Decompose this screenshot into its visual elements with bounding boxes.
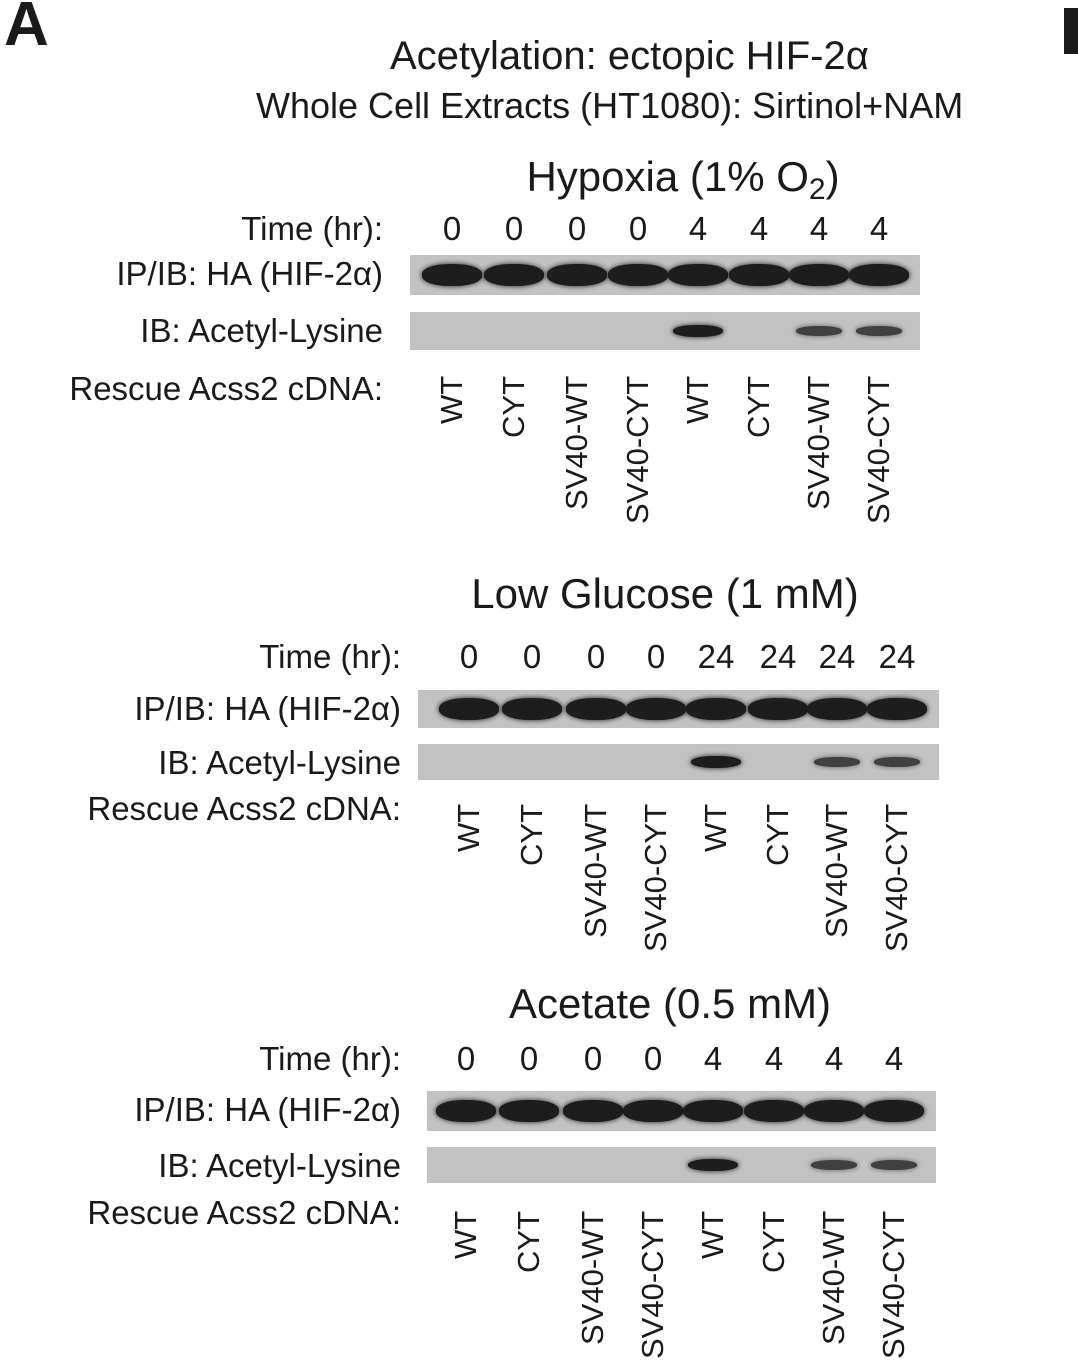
ha-band	[484, 264, 544, 286]
lane-label: CYT	[760, 804, 795, 866]
ha-hif2a-blot	[410, 255, 920, 295]
condition-title	[526, 153, 840, 206]
acetyl-lysine-blot	[418, 744, 939, 780]
acetyl-lysine-blot	[427, 1147, 936, 1183]
lane-label: SV40-CYT	[638, 804, 673, 953]
condition-title	[471, 570, 859, 622]
acetyl-band	[871, 1160, 917, 1170]
lane-label: SV40-WT	[819, 804, 854, 939]
lane-label: SV40-CYT	[635, 1211, 670, 1360]
time-value: 4	[824, 1040, 844, 1077]
lane-label: SV40-WT	[559, 376, 594, 511]
ha-band	[686, 698, 746, 720]
acetyl-band	[796, 326, 842, 336]
acetyl-band	[688, 1159, 738, 1171]
acetyl-band	[691, 756, 741, 768]
ha-band	[744, 1100, 804, 1122]
time-value: 0	[628, 210, 648, 247]
time-value: 0	[459, 638, 479, 675]
lane-label: CYT	[756, 1211, 791, 1273]
time-value: 0	[643, 1040, 663, 1077]
lane-label: WT	[695, 1211, 730, 1260]
lane-label: SV40-WT	[801, 376, 836, 511]
time-value: 4	[749, 210, 769, 247]
condition-title	[508, 980, 832, 1032]
figure-title: Acetylation: ectopic HIF-2α	[390, 34, 869, 78]
time-value: 24	[878, 638, 916, 675]
ha-band	[804, 1100, 864, 1122]
ha-band	[608, 264, 668, 286]
ha-band	[867, 698, 927, 720]
time-value: 0	[456, 1040, 476, 1077]
ha-band	[849, 264, 909, 286]
time-value: 4	[809, 210, 829, 247]
time-value: 4	[869, 210, 889, 247]
time-value: 4	[703, 1040, 723, 1077]
time-row-label: Time (hr):	[259, 1040, 401, 1077]
acetyl-blot-label: IB: Acetyl-Lysine	[140, 312, 383, 349]
lane-label: WT	[451, 804, 486, 853]
ha-band	[436, 1100, 496, 1122]
lane-label: WT	[680, 376, 715, 425]
ha-blot-label: IP/IB: HA (HIF-2α)	[134, 1091, 401, 1128]
time-row-label: Time (hr):	[259, 638, 401, 675]
rescue-row-label: Rescue Acss2 cDNA:	[87, 790, 401, 827]
lane-label: SV40-WT	[816, 1211, 851, 1346]
condition-title-text: Acetate (0.5 mM)	[508, 980, 832, 1027]
lane-label: SV40-WT	[578, 804, 613, 939]
ha-hif2a-blot	[418, 690, 939, 728]
acetyl-band	[673, 325, 723, 337]
time-row-label: Time (hr):	[241, 210, 383, 247]
acetyl-band	[811, 1160, 857, 1170]
lane-label: SV40-WT	[575, 1211, 610, 1346]
time-value: 4	[884, 1040, 904, 1077]
lane-label: CYT	[741, 376, 776, 438]
acetyl-blot-label: IB: Acetyl-Lysine	[158, 1147, 401, 1184]
ha-band	[623, 1100, 683, 1122]
ha-blot-label: IP/IB: HA (HIF-2α)	[116, 255, 383, 292]
lane-label: CYT	[514, 804, 549, 866]
ha-band	[729, 264, 789, 286]
ha-band	[547, 264, 607, 286]
acetyl-blot-label: IB: Acetyl-Lysine	[158, 744, 401, 781]
time-value: 24	[697, 638, 735, 675]
rescue-row-label: Rescue Acss2 cDNA:	[87, 1194, 401, 1231]
lane-label: CYT	[496, 376, 531, 438]
ha-band	[807, 698, 867, 720]
ha-band	[563, 1100, 623, 1122]
ha-band	[439, 698, 499, 720]
condition-title-text: Low Glucose (1 mM)	[471, 570, 859, 617]
lane-label: SV40-CYT	[876, 1211, 911, 1360]
ha-band	[748, 698, 808, 720]
time-value: 24	[818, 638, 856, 675]
ha-hif2a-blot	[427, 1091, 936, 1131]
acetyl-band	[856, 326, 902, 336]
time-value: 0	[646, 638, 666, 675]
time-value: 0	[583, 1040, 603, 1077]
lane-label: WT	[434, 376, 469, 425]
ha-band	[864, 1100, 924, 1122]
time-value: 0	[504, 210, 524, 247]
acetyl-band	[874, 757, 920, 767]
time-value: 0	[519, 1040, 539, 1077]
figure-subtitle: Whole Cell Extracts (HT1080): Sirtinol+NAM	[256, 85, 964, 126]
ha-band	[422, 264, 482, 286]
ha-band	[502, 698, 562, 720]
acetyl-band	[814, 757, 860, 767]
lane-label: CYT	[511, 1211, 546, 1273]
ha-blot-label: IP/IB: HA (HIF-2α)	[134, 690, 401, 727]
lane-label: WT	[448, 1211, 483, 1260]
time-value: 0	[442, 210, 462, 247]
time-value: 4	[764, 1040, 784, 1077]
lane-label: SV40-CYT	[620, 376, 655, 525]
acetyl-lysine-blot	[410, 312, 920, 350]
ha-band	[566, 698, 626, 720]
lane-label: SV40-CYT	[861, 376, 896, 525]
lane-label: SV40-CYT	[879, 804, 914, 953]
rescue-row-label: Rescue Acss2 cDNA:	[69, 370, 383, 407]
ha-band	[789, 264, 849, 286]
time-value: 0	[567, 210, 587, 247]
time-value: 4	[688, 210, 708, 247]
ha-band	[499, 1100, 559, 1122]
adjacent-panel-edge	[1064, 8, 1078, 54]
ha-band	[626, 698, 686, 720]
condition-title-end: )	[825, 153, 840, 200]
panel-letter: A	[4, 0, 49, 59]
ha-band	[668, 264, 728, 286]
time-value: 0	[586, 638, 606, 675]
condition-title-subscript: 2	[808, 173, 826, 206]
condition-title-text: Hypoxia (1% O	[526, 153, 809, 200]
ha-band	[683, 1100, 743, 1122]
lane-label: WT	[698, 804, 733, 853]
time-value: 24	[759, 638, 797, 675]
time-value: 0	[522, 638, 542, 675]
